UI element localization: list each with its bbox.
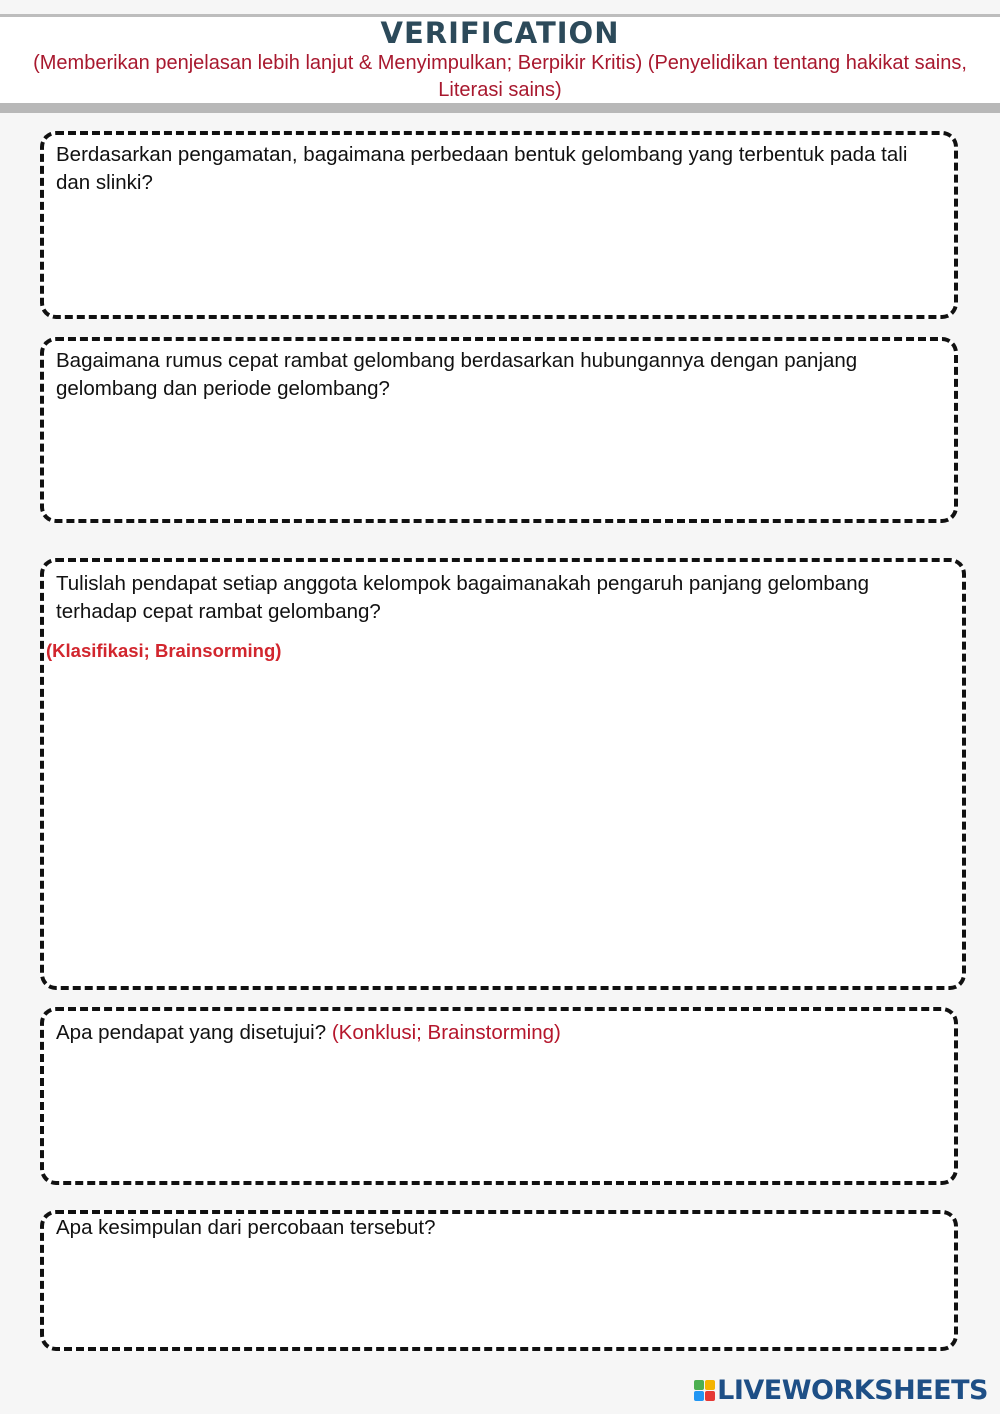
logo-square-red xyxy=(705,1391,715,1401)
answer-box-5[interactable] xyxy=(40,1210,958,1351)
question-4-text: Apa pendapat yang disetujui? xyxy=(56,1021,327,1044)
question-3-text: Tulislah pendapat setiap anggota kelompok bagaimanakah pengaruh panjang gelombang terhadap cepat rambat gelombang? xyxy=(56,572,870,623)
answer-box-3[interactable] xyxy=(40,558,966,990)
answer-box-4[interactable] xyxy=(40,1007,958,1185)
question-4-tag: (Konklusi; Brainstorming) xyxy=(331,1021,561,1044)
page-title: VERIFICATION xyxy=(380,16,620,50)
question-4-line xyxy=(56,1019,940,1047)
logo-square-blue xyxy=(694,1391,704,1401)
logo-square-green xyxy=(694,1380,704,1390)
watermark-text: LIVEWORKSHEETS xyxy=(717,1374,988,1406)
liveworksheets-watermark xyxy=(694,1372,988,1408)
question-1-text: Berdasarkan pengamatan, bagaimana perbedaan bentuk gelombang yang terbentuk pada tali dan slinki? xyxy=(56,143,908,194)
question-2-text: Bagaimana rumus cepat rambat gelombang berdasarkan hubungannya dengan panjang gelombang dan periode gelombang? xyxy=(56,349,858,400)
question-3-tag: (Klasifikasi; Brainsorming) xyxy=(46,640,282,661)
logo-square-yellow xyxy=(705,1380,715,1390)
page-subtitle: (Memberikan penjelasan lebih lanjut & Menyimpulkan; Berpikir Kritis) (Penyelidikan tentang hakikat sains, Literasi sains) xyxy=(33,52,967,101)
liveworksheets-logo-icon xyxy=(694,1380,715,1401)
header-bottom-rule xyxy=(0,103,1000,113)
answer-box-1[interactable] xyxy=(40,131,958,319)
question-5-text: Apa kesimpulan dari percobaan tersebut? xyxy=(56,1216,436,1239)
answer-box-2[interactable] xyxy=(40,337,958,523)
page-header xyxy=(0,0,1000,114)
